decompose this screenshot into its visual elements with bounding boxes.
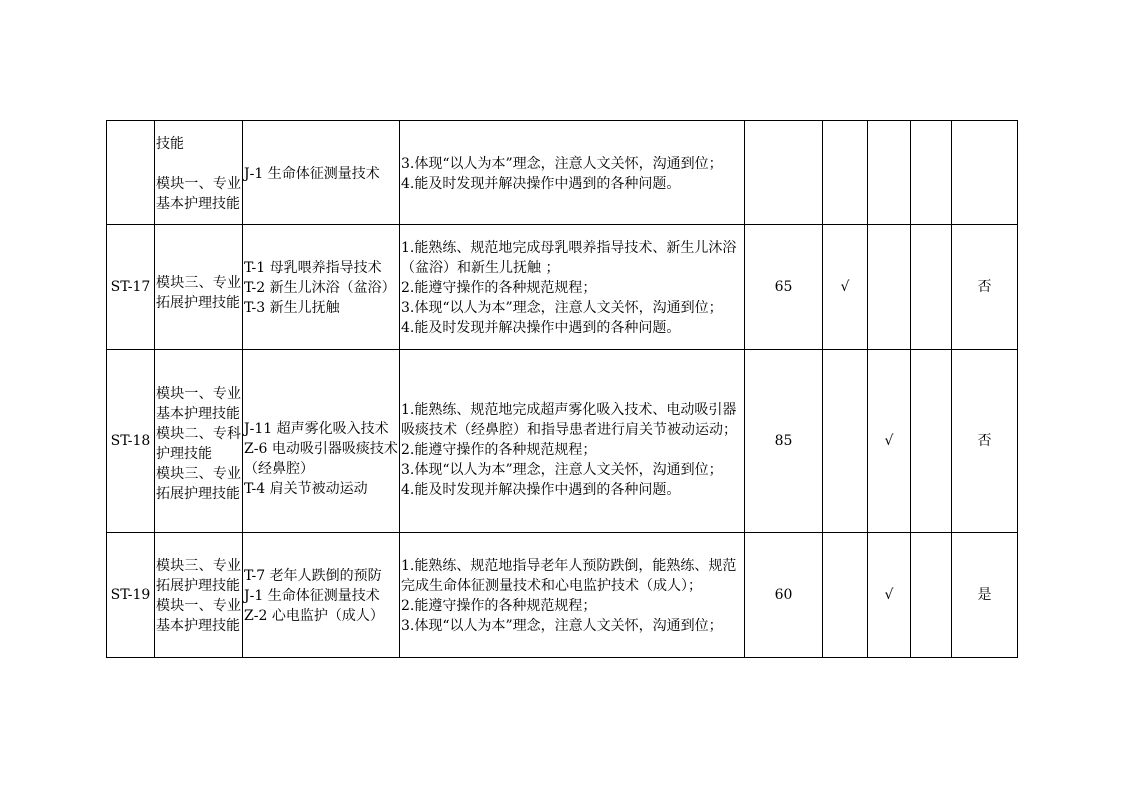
table-row bbox=[107, 350, 1018, 533]
requirements-cell: 3.体现“以人为本”理念，注意人文关怀，沟通到位； 4.能及时发现并解决操作中遇到的各种问题。 bbox=[401, 155, 723, 192]
row-id: ST-18 bbox=[107, 350, 155, 533]
module-cell: 模块三、专业拓展护理技能 bbox=[156, 275, 241, 311]
requirements-cell: 1.能熟练、规范地完成母乳喂养指导技术、新生儿沐浴（盆浴）和新生儿抚触 ； 2.能遵守操作的各种规范规程； 3.体现“以人为本”理念，注意人文关怀，沟通到位； 4.能及时发现并解决操作中遇到的各种问题。 bbox=[401, 240, 737, 336]
check-cell-3 bbox=[911, 533, 952, 658]
flag-cell: 否 bbox=[952, 225, 1018, 350]
row-id bbox=[107, 121, 155, 225]
check-cell-1: √ bbox=[823, 225, 868, 350]
check-cell-3 bbox=[911, 350, 952, 533]
module-cell: 模块一、专业基本护理技能 模块二、专科护理技能 模块三、专业拓展护理技能 bbox=[156, 386, 241, 502]
module-cell: 技能 模块一、专业基本护理技能 bbox=[156, 135, 241, 212]
skills-table bbox=[106, 120, 1018, 658]
requirements-cell: 1.能熟练、规范地指导老年人预防跌倒，能熟练、规范完成生命体征测量技术和心电监护技术（成人）； 2.能遵守操作的各种规范规程； 3.体现“以人为本”理念，注意人文关怀，沟通到位； bbox=[401, 558, 737, 634]
flag-cell: 是 bbox=[952, 533, 1018, 658]
task-cell: J-1 生命体征测量技术 bbox=[244, 165, 380, 182]
check-cell-2: √ bbox=[868, 350, 911, 533]
check-cell-3 bbox=[911, 225, 952, 350]
flag-cell bbox=[952, 121, 1018, 225]
check-cell-2: √ bbox=[868, 533, 911, 658]
module-cell: 模块三、专业拓展护理技能 模块一、专业基本护理技能 bbox=[156, 558, 241, 634]
score-cell: 85 bbox=[745, 350, 823, 533]
row-id: ST-19 bbox=[107, 533, 155, 658]
table-row bbox=[107, 533, 1018, 658]
task-cell: T-7 老年人跌倒的预防 J-1 生命体征测量技术 Z-2 心电监护（成人） bbox=[244, 568, 384, 624]
check-cell-1 bbox=[823, 350, 868, 533]
flag-cell: 否 bbox=[952, 350, 1018, 533]
score-cell bbox=[745, 121, 823, 225]
table-row bbox=[107, 225, 1018, 350]
check-cell-2 bbox=[868, 225, 911, 350]
table-row bbox=[107, 121, 1018, 225]
score-cell: 60 bbox=[745, 533, 823, 658]
row-id: ST-17 bbox=[107, 225, 155, 350]
task-cell: T-1 母乳喂养指导技术 T-2 新生儿沐浴（盆浴） T-3 新生儿抚触 bbox=[244, 260, 396, 316]
check-cell-1 bbox=[823, 121, 868, 225]
check-cell-3 bbox=[911, 121, 952, 225]
check-cell-1 bbox=[823, 533, 868, 658]
check-cell-2 bbox=[868, 121, 911, 225]
score-cell: 65 bbox=[745, 225, 823, 350]
requirements-cell: 1.能熟练、规范地完成超声雾化吸入技术、电动吸引器吸痰技术（经鼻腔）和指导患者进行肩关节被动运动； 2.能遵守操作的各种规范规程； 3.体现“以人为本”理念，注意人文关怀，沟通到位； 4.能及时发现并解决操作中遇到的各种问题。 bbox=[401, 402, 737, 498]
task-cell: J-11 超声雾化吸入技术 Z-6 电动吸引器吸痰技术（经鼻腔） T-4 肩关节被动运动 bbox=[244, 421, 398, 497]
